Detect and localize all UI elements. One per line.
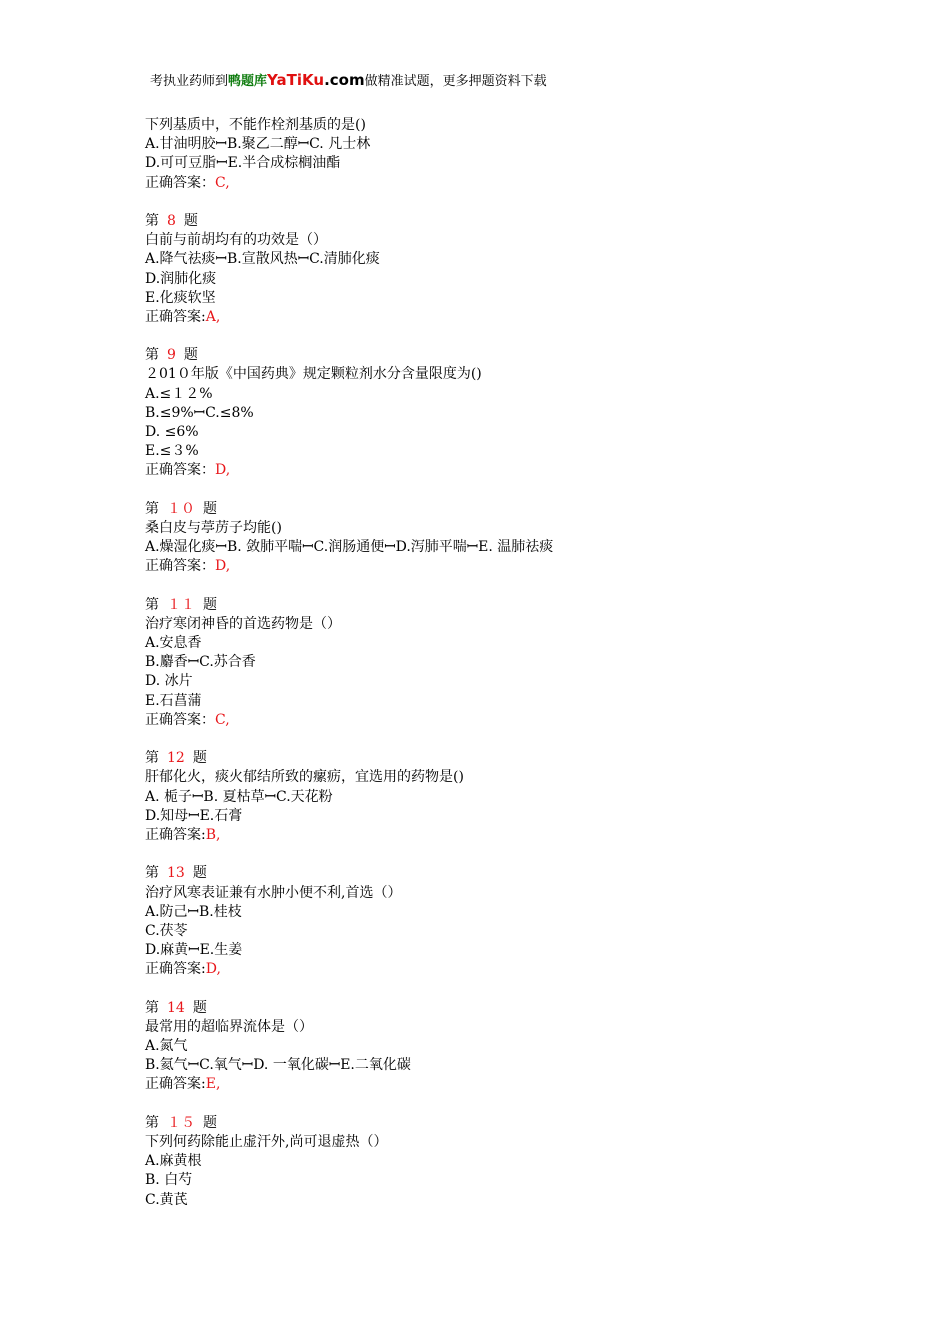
title-suffix: 题 — [183, 212, 198, 229]
title-label: 第 — [145, 596, 159, 613]
question-options: A.≤１２% — [145, 385, 213, 402]
question-options: C.茯苓 — [145, 922, 188, 939]
answer-value: D, — [205, 961, 221, 978]
question-number-title — [145, 864, 845, 883]
question-stem: 治疗寒闭神昏的首选药物是（） — [145, 615, 341, 632]
answer-label: 正确答案: — [145, 961, 206, 978]
question-number: 9 — [167, 347, 176, 364]
question-options: E.石菖蒲 — [145, 692, 202, 709]
question-options: E.≤３% — [145, 443, 199, 460]
question-options: A.甘油明胶ꟷB.聚乙二醇ꟷC. 凡士林 — [145, 136, 371, 153]
question-block — [145, 500, 845, 577]
brand-domain: .com — [324, 71, 365, 89]
question-number: 12 — [167, 750, 185, 767]
title-suffix: 题 — [203, 1114, 217, 1131]
answer-value: C, — [215, 174, 230, 191]
question-options: D.可可豆脂ꟷE.半合成棕榈油酯 — [145, 155, 341, 172]
answer-value: B, — [205, 826, 221, 843]
correct-answer — [145, 174, 845, 193]
question-options: D. 冰片 — [145, 673, 193, 690]
question-stem: 治疗风寒表证兼有水肿小便不利,首选（） — [145, 884, 402, 901]
spacer — [145, 1095, 845, 1114]
answer-label: 正确答案： — [145, 174, 215, 191]
question-options: D.麻黄ꟷE.生姜 — [145, 942, 243, 959]
answer-label: 正确答案： — [145, 711, 215, 728]
title-label: 第 — [145, 500, 159, 517]
question-number-title — [145, 1114, 845, 1133]
title-suffix: 题 — [192, 999, 207, 1016]
title-suffix: 题 — [203, 500, 217, 517]
question-number: １０ — [167, 500, 195, 517]
header-prefix: 考执业药师到 — [150, 74, 229, 89]
question-number-title — [145, 212, 845, 231]
answer-value: E, — [205, 1076, 221, 1093]
spacer — [145, 845, 845, 864]
question-block — [145, 864, 845, 979]
question-options: B. 白芍 — [145, 1172, 193, 1189]
brand-name-en: YaTiKu — [267, 71, 325, 89]
correct-answer — [145, 711, 845, 730]
answer-label: 正确答案： — [145, 558, 215, 575]
question-list — [145, 116, 845, 1210]
title-label: 第 — [145, 865, 159, 882]
title-label: 第 — [145, 999, 159, 1016]
question-block — [145, 1114, 845, 1210]
question-options: B.氦气ꟷC.氧气ꟷD. 一氧化碳ꟷE.二氧化碳 — [145, 1057, 411, 1074]
question-number-title — [145, 346, 845, 365]
question-options: D.知母ꟷE.石膏 — [145, 807, 243, 824]
title-suffix: 题 — [203, 596, 217, 613]
title-suffix: 题 — [192, 750, 207, 767]
question-stem: 下列基质中，不能作栓剂基质的是() — [145, 117, 366, 133]
question-block — [145, 346, 845, 480]
correct-answer — [145, 1075, 845, 1094]
question-block — [145, 212, 845, 327]
spacer — [145, 979, 845, 998]
title-label: 第 — [145, 212, 159, 229]
question-stem: 桑白皮与葶苈子均能() — [145, 519, 282, 536]
header-suffix: 做精准试题，更多押题资料下载 — [364, 74, 547, 89]
answer-value: D, — [215, 558, 231, 575]
question-number-title — [145, 749, 845, 768]
question-number: 13 — [167, 865, 185, 882]
question-stem: ２01０年版《中国药典》规定颗粒剂水分含量限度为() — [145, 366, 482, 383]
title-label: 第 — [145, 1114, 159, 1131]
question-number: １１ — [167, 596, 195, 613]
question-options: A.氮气 — [145, 1038, 188, 1054]
question-stem: 肝郁化火，痰火郁结所致的瘰疬，宜选用的药物是() — [145, 769, 464, 786]
answer-value: D, — [215, 462, 231, 479]
question-options: B.≤9%ꟷC.≤8% — [145, 404, 254, 421]
question-number: １５ — [167, 1114, 195, 1131]
question-stem: 下列何药除能止虚汗外,尚可退虚热（） — [145, 1133, 388, 1150]
answer-label: 正确答案: — [145, 826, 206, 843]
answer-label: 正确答案: — [145, 308, 206, 325]
correct-answer — [145, 308, 845, 327]
question-options: A.安息香 — [145, 635, 202, 652]
answer-value: C, — [215, 711, 230, 728]
title-label: 第 — [145, 750, 159, 767]
title-suffix: 题 — [183, 347, 198, 364]
question-options: C.黄芪 — [145, 1191, 188, 1208]
spacer — [145, 481, 845, 500]
question-options: B.麝香ꟷC.苏合香 — [145, 654, 256, 671]
answer-value: A, — [205, 308, 221, 325]
question-number: 8 — [167, 212, 176, 229]
spacer — [145, 577, 845, 596]
question-options: A.麻黄根 — [145, 1153, 202, 1170]
correct-answer — [145, 960, 845, 979]
correct-answer — [145, 557, 845, 576]
question-options: A. 栀子ꟷB. 夏枯草ꟷC.天花粉 — [145, 788, 333, 805]
question-stem: 最常用的超临界流体是（） — [145, 1018, 313, 1035]
question-block — [145, 596, 845, 730]
spacer — [145, 193, 845, 212]
title-label: 第 — [145, 347, 159, 364]
question-number-title — [145, 999, 845, 1018]
spacer — [145, 327, 845, 346]
question-stem: 白前与前胡均有的功效是（） — [145, 232, 327, 249]
title-suffix: 题 — [192, 865, 207, 882]
question-number-title — [145, 500, 845, 519]
question-block — [145, 116, 845, 193]
brand-name-cn: 鸭题库 — [228, 74, 268, 89]
question-options: D. ≤6% — [145, 424, 199, 440]
question-options: A.燥湿化痰ꟷB. 敛肺平喘ꟷC.润肠通便ꟷD.泻肺平喘ꟷE. 温肺祛痰 — [145, 539, 554, 556]
question-block — [145, 749, 845, 845]
page-header — [150, 70, 547, 92]
question-number-title — [145, 596, 845, 615]
question-options: A.降气祛痰ꟷB.宣散风热ꟷC.清肺化痰 — [145, 251, 380, 268]
question-number: 14 — [167, 999, 185, 1016]
answer-label: 正确答案： — [145, 462, 215, 479]
spacer — [145, 730, 845, 749]
question-options: A.防己ꟷB.桂枝 — [145, 903, 242, 920]
question-options: D.润肺化痰 — [145, 270, 217, 287]
answer-label: 正确答案: — [145, 1076, 206, 1093]
question-block — [145, 999, 845, 1095]
correct-answer — [145, 826, 845, 845]
question-options: E.化痰软坚 — [145, 289, 216, 306]
correct-answer — [145, 461, 845, 480]
